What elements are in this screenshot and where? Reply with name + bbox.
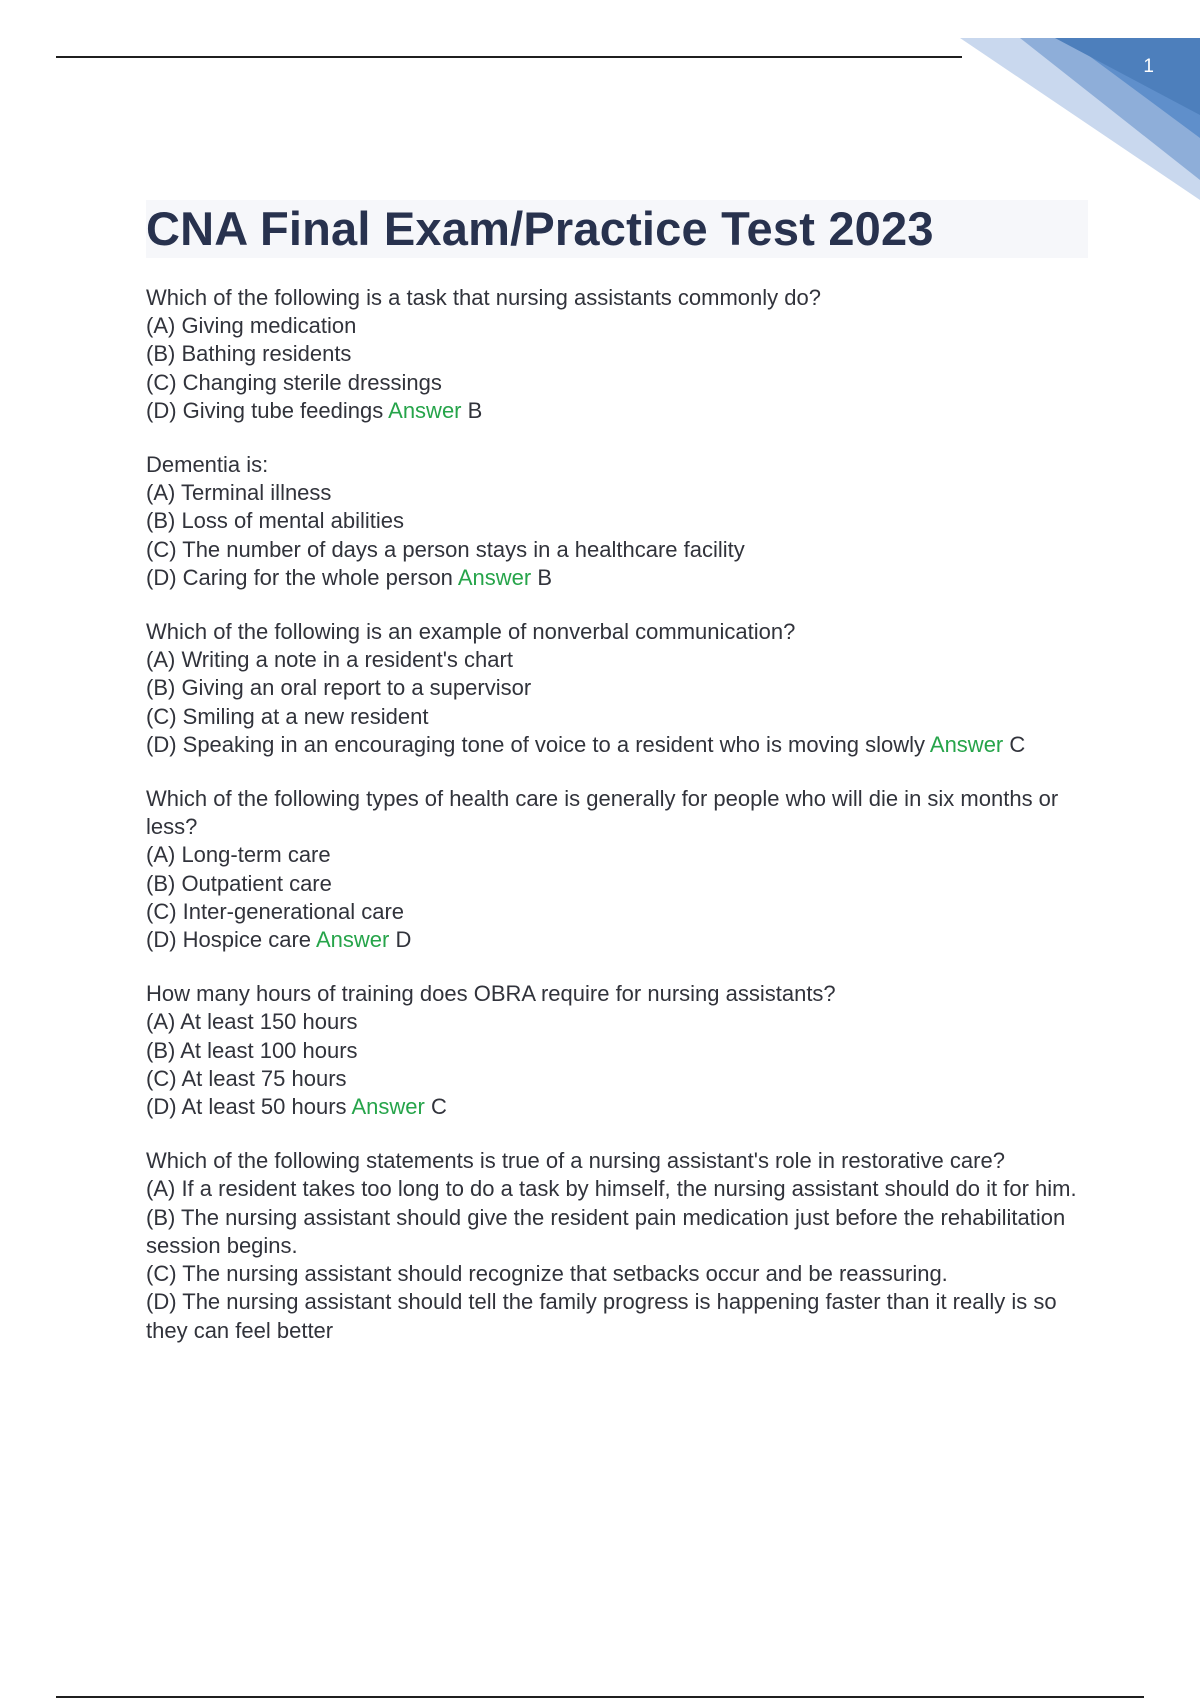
option-text: (D) Giving tube feedings bbox=[146, 397, 384, 423]
question-block bbox=[146, 284, 1096, 425]
answer-key: D bbox=[395, 927, 412, 953]
option-text: (B) At least 100 hours bbox=[146, 1037, 358, 1063]
answer-option bbox=[146, 1065, 1096, 1093]
option-text: (A) Writing a note in a resident's chart bbox=[146, 647, 513, 673]
answer-label: Answer bbox=[315, 927, 390, 953]
answer-option bbox=[146, 1260, 1096, 1288]
answer-option bbox=[146, 1288, 1096, 1344]
option-text: (C) Changing sterile dressings bbox=[146, 369, 442, 395]
answer-option bbox=[146, 646, 1096, 674]
answer-option bbox=[146, 340, 1096, 368]
answer-key: C bbox=[430, 1094, 447, 1120]
answer-option bbox=[146, 1175, 1096, 1203]
option-text: (D) Speaking in an encouraging tone of voice to a resident who is moving slowly bbox=[146, 731, 925, 757]
option-text: (B) Loss of mental abilities bbox=[146, 508, 404, 534]
option-text: (B) The nursing assistant should give the resident pain medication just before the rehabilitation session begins. bbox=[146, 1204, 1066, 1258]
answer-option bbox=[146, 674, 1096, 702]
answer-option bbox=[146, 369, 1096, 397]
answer-option bbox=[146, 507, 1096, 535]
question-stem: Which of the following is an example of nonverbal communication? bbox=[146, 619, 796, 645]
header-rule bbox=[56, 56, 962, 58]
option-text: (C) At least 75 hours bbox=[146, 1065, 347, 1091]
option-text: (A) Terminal illness bbox=[146, 480, 332, 506]
answer-option bbox=[146, 312, 1096, 340]
question-block bbox=[146, 785, 1096, 954]
question-block bbox=[146, 980, 1096, 1121]
option-text: (A) Giving medication bbox=[146, 313, 357, 339]
footer-rule bbox=[56, 1696, 1144, 1698]
option-text: (A) If a resident takes too long to do a task by himself, the nursing assistant should do it for him. bbox=[146, 1176, 1077, 1202]
question-stem: Which of the following types of health care is generally for people who will die in six months or less? bbox=[146, 786, 1059, 840]
option-text: (D) Caring for the whole person bbox=[146, 564, 453, 590]
answer-option bbox=[146, 1204, 1096, 1260]
answer-option bbox=[146, 1008, 1096, 1036]
answer-label: Answer bbox=[929, 731, 1004, 757]
question-block bbox=[146, 1147, 1096, 1344]
option-text: (B) Outpatient care bbox=[146, 870, 332, 896]
answer-option bbox=[146, 397, 1096, 425]
option-text: (D) At least 50 hours bbox=[146, 1094, 347, 1120]
answer-option bbox=[146, 731, 1096, 759]
option-text: (C) The nursing assistant should recognize that setbacks occur and be reassuring. bbox=[146, 1261, 948, 1287]
option-text: (A) Long-term care bbox=[146, 842, 331, 868]
option-text: (B) Giving an oral report to a supervisor bbox=[146, 675, 532, 701]
answer-key: B bbox=[467, 397, 483, 423]
answer-option bbox=[146, 564, 1096, 592]
answer-option bbox=[146, 841, 1096, 869]
page-number: 1 bbox=[1143, 56, 1154, 77]
question-list bbox=[146, 284, 1096, 1371]
corner-decoration bbox=[960, 0, 1200, 200]
answer-option bbox=[146, 536, 1096, 564]
option-text: (D) Hospice care bbox=[146, 927, 312, 953]
answer-option bbox=[146, 1093, 1096, 1121]
question-stem: Which of the following is a task that nursing assistants commonly do? bbox=[146, 285, 821, 310]
option-text: (C) Inter-generational care bbox=[146, 898, 405, 924]
answer-label: Answer bbox=[457, 564, 532, 590]
option-text: (A) At least 150 hours bbox=[146, 1009, 358, 1035]
question-stem: How many hours of training does OBRA require for nursing assistants? bbox=[146, 981, 836, 1007]
answer-option bbox=[146, 870, 1096, 898]
answer-label: Answer bbox=[388, 397, 462, 423]
answer-option bbox=[146, 1037, 1096, 1065]
option-text: (B) Bathing residents bbox=[146, 341, 352, 367]
answer-option bbox=[146, 479, 1096, 507]
answer-key: C bbox=[1009, 731, 1026, 757]
question-stem: Which of the following statements is true of a nursing assistant's role in restorative care? bbox=[146, 1148, 1005, 1174]
answer-label: Answer bbox=[351, 1094, 425, 1120]
question-block bbox=[146, 618, 1096, 759]
document-title: CNA Final Exam/Practice Test 2023 bbox=[146, 200, 1088, 258]
answer-key: B bbox=[537, 564, 552, 590]
question-block bbox=[146, 451, 1096, 592]
option-text: (C) The number of days a person stays in a healthcare facility bbox=[146, 536, 745, 562]
question-stem: Dementia is: bbox=[146, 452, 269, 478]
answer-option bbox=[146, 703, 1096, 731]
answer-option bbox=[146, 926, 1096, 954]
option-text: (C) Smiling at a new resident bbox=[146, 703, 429, 729]
answer-option bbox=[146, 898, 1096, 926]
option-text: (D) The nursing assistant should tell the family progress is happening faster than it really is so they can feel better bbox=[146, 1289, 1057, 1343]
